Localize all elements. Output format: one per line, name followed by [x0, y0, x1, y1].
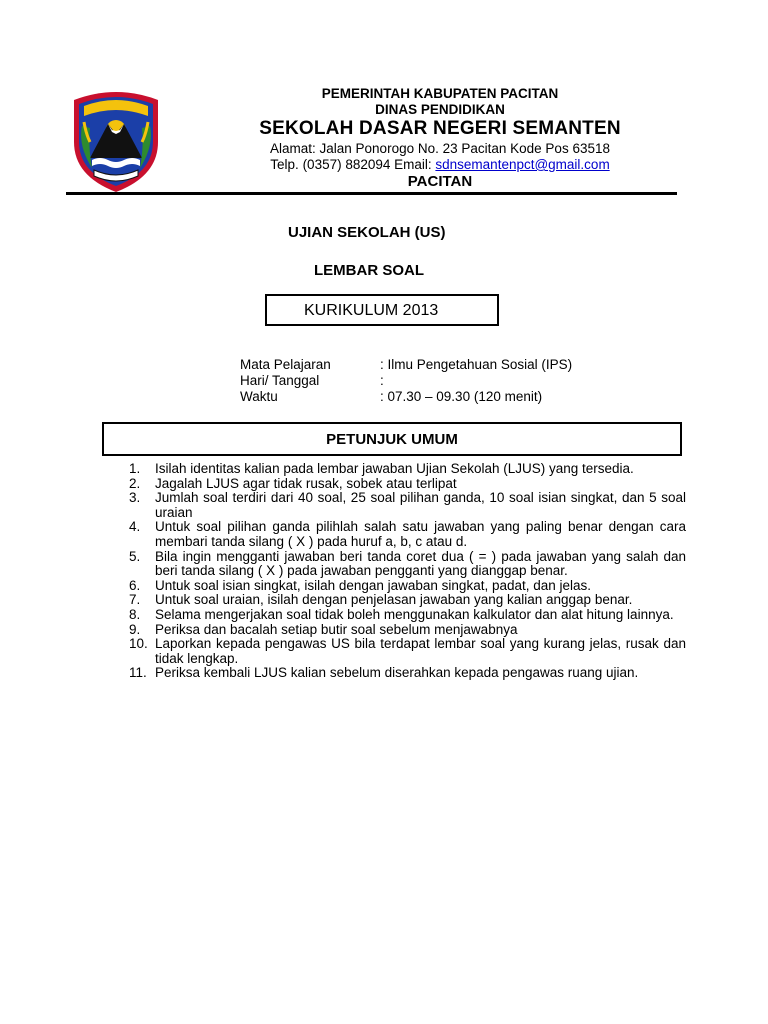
email-link[interactable]: sdnsemantenpct@gmail.com: [435, 157, 610, 172]
item-text: Periksa kembali LJUS kalian sebelum diserahkan kepada pengawas ruang ujian.: [155, 665, 639, 681]
info-value: : Ilmu Pengetahuan Sosial (IPS): [380, 357, 573, 372]
item-text: Isilah identitas kalian pada lembar jawaban Ujian Sekolah (LJUS) yang tersedia.: [155, 461, 634, 476]
regency-crest-icon: [68, 86, 164, 194]
item-number: 8.: [129, 606, 141, 622]
list-item: [129, 637, 686, 666]
item-text: Jumlah soal terdiri dari 40 soal, 25 soal pilihan ganda, 10 soal isian singkat, dan 5 soal uraian: [155, 490, 686, 520]
curriculum-box: [265, 294, 499, 326]
info-label: Mata Pelajaran: [240, 357, 331, 372]
list-item: [129, 462, 686, 477]
item-text: Selama mengerjakan soal tidak boleh menggunakan kalkulator dan alat hitung lainnya.: [155, 606, 674, 622]
curriculum-label: KURIKULUM 2013: [304, 302, 439, 319]
item-number: 9.: [129, 621, 141, 637]
list-item: [129, 477, 686, 492]
info-value: : 07.30 – 09.30 (120 menit): [380, 389, 543, 404]
government-name: PEMERINTAH KABUPATEN PACITAN: [321, 86, 559, 101]
instructions-title-box: [102, 422, 682, 456]
list-item: [129, 550, 686, 579]
sheet-title: LEMBAR SOAL: [314, 262, 424, 279]
phone-text: Telp. (0357) 882094 Email:: [270, 157, 436, 172]
item-number: 2.: [129, 475, 141, 491]
item-text: Laporkan kepada pengawas US bila terdapat lembar soal yang kurang jelas, rusak dan tidak lengkap.: [155, 636, 686, 666]
item-number: 6.: [129, 577, 141, 593]
exam-title: UJIAN SEKOLAH (US): [288, 224, 446, 241]
item-number: 3.: [129, 490, 141, 506]
item-number: 7.: [129, 592, 141, 608]
item-text: Untuk soal uraian, isilah dengan penjelasan jawaban yang kalian anggap benar.: [155, 592, 633, 608]
list-item: [129, 623, 686, 638]
instructions-list: [129, 462, 686, 681]
list-item: [129, 520, 686, 549]
department-name: DINAS PENDIDIKAN: [375, 102, 505, 117]
item-text: Untuk soal pilihan ganda pilihlah salah satu jawaban yang paling benar dengan cara membari tanda silang ( X ) pada huruf a, b, c atau d.: [155, 519, 686, 549]
item-number: 5.: [129, 548, 141, 564]
list-item: [129, 593, 686, 608]
item-text: Untuk soal isian singkat, isilah dengan jawaban singkat, padat, dan jelas.: [155, 577, 592, 593]
info-label: Hari/ Tanggal: [240, 373, 320, 388]
header-divider: [66, 192, 677, 195]
school-name: SEKOLAH DASAR NEGERI SEMANTEN: [259, 118, 621, 139]
list-item: [129, 491, 686, 520]
instructions-title: PETUNJUK UMUM: [326, 431, 458, 448]
list-item: [129, 666, 686, 681]
item-number: 4.: [129, 519, 141, 535]
item-number: 10.: [129, 636, 148, 652]
school-contact: [200, 157, 680, 172]
list-item: [129, 608, 686, 623]
school-address: Alamat: Jalan Ponorogo No. 23 Pacitan Kode Pos 63518: [270, 141, 610, 156]
item-number: 11.: [129, 665, 147, 681]
info-value: :: [380, 373, 384, 388]
city-name: PACITAN: [407, 173, 473, 190]
item-text: Bila ingin mengganti jawaban beri tanda coret dua ( = ) pada jawaban yang salah dan beri tanda silang ( X ) pada jawaban pengganti yang dianggap benar.: [155, 548, 686, 579]
item-text: Jagalah LJUS agar tidak rusak, sobek atau terlipat: [155, 475, 457, 491]
item-number: 1.: [129, 461, 141, 476]
list-item: [129, 579, 686, 594]
item-text: Periksa dan bacalah setiap butir soal sebelum menjawabnya: [155, 621, 518, 637]
info-label: Waktu: [240, 389, 278, 404]
